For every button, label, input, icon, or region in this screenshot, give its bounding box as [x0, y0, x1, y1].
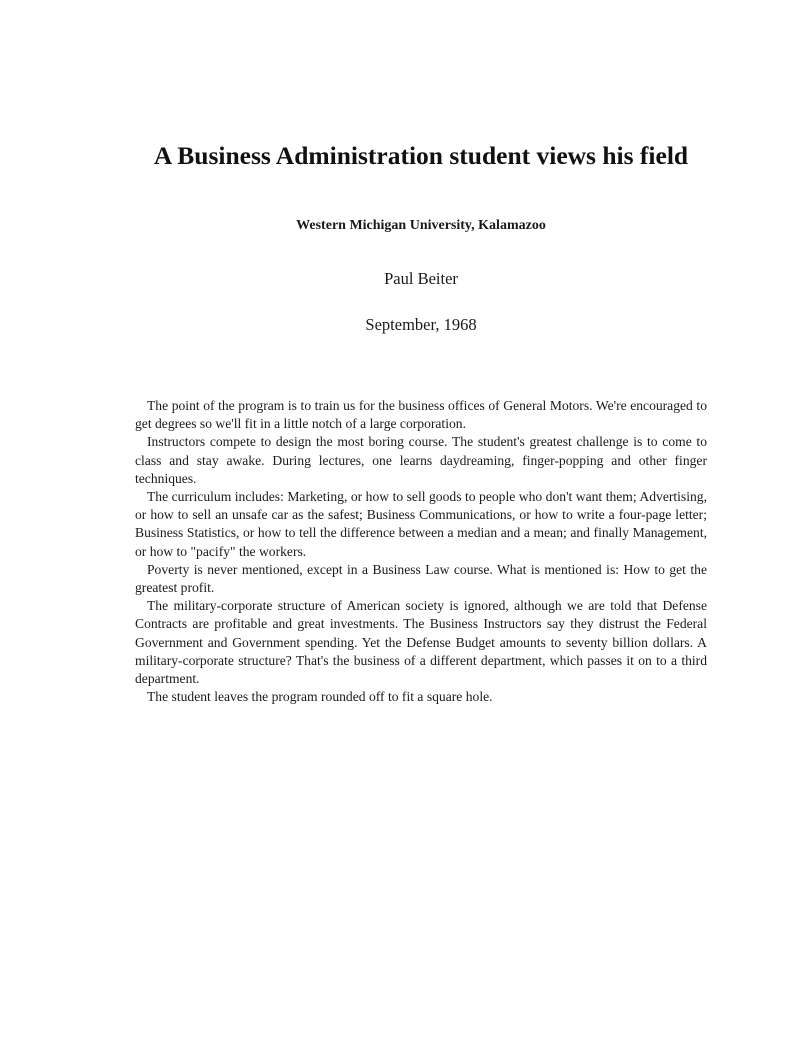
paragraph: The student leaves the program rounded off to fit a square hole.: [147, 689, 493, 705]
paragraph: Poverty is never mentioned, except in a Business Law course. What is mentioned is: How to get the greatest profit.: [135, 561, 707, 596]
document-title: A Business Administration student views his field: [153, 141, 689, 170]
paragraph: Instructors compete to design the most boring course. The student's greatest challenge is to come to class and stay awake. During lectures, one learns daydreaming, finger-popping and other finger techniques.: [135, 434, 707, 486]
author-affiliation: Western Michigan University, Kalamazoo: [296, 218, 546, 233]
article-body: [135, 397, 707, 706]
paragraph: The point of the program is to train us for the business offices of General Motors. We're encouraged to get degrees so we'll fit in a little notch of a large corporation.: [135, 398, 707, 432]
author-name: Paul Beiter: [384, 269, 458, 288]
publication-date: September, 1968: [365, 315, 477, 334]
paragraph: The curriculum includes: Marketing, or how to sell goods to people who don't want them; Advertising, or how to sell an unsafe car as the safest; Business Communications, or how to write a four-page letter; Business Statistics, or how to tell the difference between a median and a mean; and finally Management, or how to "pacify" the workers.: [135, 489, 707, 559]
paragraph: The military-corporate structure of American society is ignored, although we are told that Defense Contracts are profitable and great investments. The Business Instructors say they distrust the Federal Government and Government spending. Yet the Defense Budget amounts to seventy billion dollars. A military-corporate structure? That's the business of a different department, which passes it on to a third department.: [135, 598, 707, 687]
